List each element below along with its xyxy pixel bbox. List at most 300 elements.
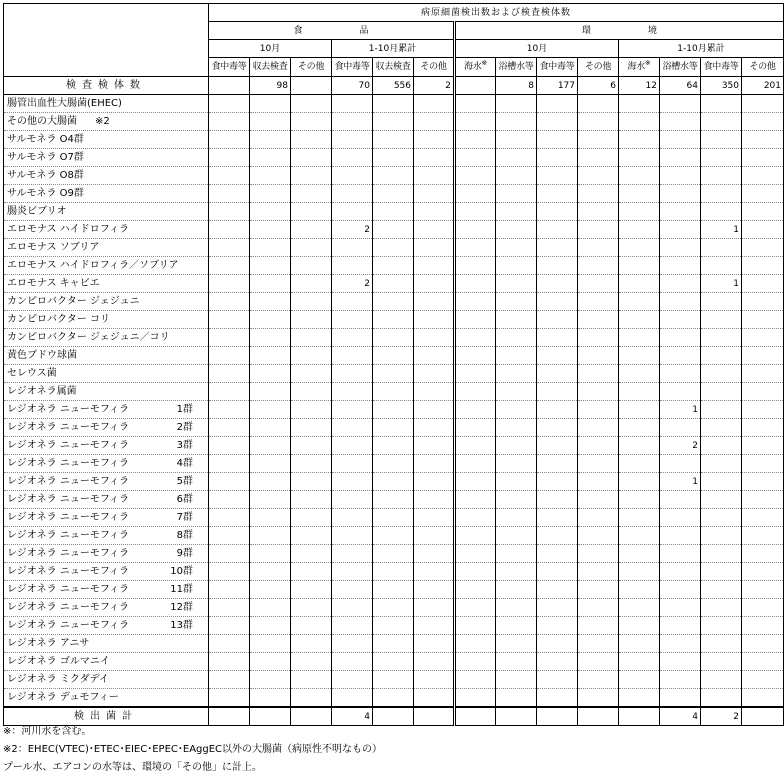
value-cell xyxy=(455,275,496,293)
value-cell xyxy=(291,131,332,149)
bacteria-name: セレウス菌 xyxy=(4,365,209,383)
value-cell xyxy=(414,311,455,329)
value-cell xyxy=(455,527,496,545)
specimen-count-label: 検査検体数 xyxy=(4,77,209,95)
column-header: その他 xyxy=(742,58,784,77)
value-cell xyxy=(701,689,742,708)
value-cell xyxy=(332,545,373,563)
value-cell xyxy=(742,653,784,671)
value-cell xyxy=(537,563,578,581)
value-cell xyxy=(332,131,373,149)
value-cell xyxy=(291,671,332,689)
value-cell xyxy=(701,95,742,113)
value-cell xyxy=(496,419,537,437)
value-cell xyxy=(496,113,537,131)
value-cell xyxy=(701,113,742,131)
value-cell xyxy=(701,365,742,383)
bacteria-name: エロモナス ハイドロフィラ xyxy=(4,221,209,239)
value-cell xyxy=(537,257,578,275)
value-cell xyxy=(537,509,578,527)
value-cell xyxy=(291,455,332,473)
value-cell xyxy=(455,671,496,689)
detection-table-sheet xyxy=(3,3,784,726)
value-cell xyxy=(537,545,578,563)
table-row xyxy=(4,365,784,383)
table-row xyxy=(4,203,784,221)
value-cell xyxy=(496,329,537,347)
value-cell xyxy=(742,95,784,113)
value-cell xyxy=(332,257,373,275)
value-cell xyxy=(209,689,250,708)
bacteria-name: 4群 レジオネラ ニューモフィラ xyxy=(4,455,209,473)
value-cell xyxy=(455,509,496,527)
value-cell xyxy=(660,545,701,563)
value-cell xyxy=(660,311,701,329)
value-cell: 1 xyxy=(701,221,742,239)
value-cell xyxy=(209,599,250,617)
table-row xyxy=(4,509,784,527)
value-cell xyxy=(578,707,619,726)
footnote-ref: ※2 xyxy=(95,115,110,127)
value-cell xyxy=(209,185,250,203)
value-cell xyxy=(742,293,784,311)
food-month-header: 10月 xyxy=(209,40,332,58)
value-cell xyxy=(742,419,784,437)
value-cell xyxy=(373,599,414,617)
value-cell xyxy=(209,149,250,167)
value-cell xyxy=(537,491,578,509)
bacteria-detection-table xyxy=(3,3,784,726)
value-cell xyxy=(578,419,619,437)
value-cell xyxy=(373,635,414,653)
value-cell xyxy=(291,239,332,257)
value-cell xyxy=(537,275,578,293)
value-cell xyxy=(414,599,455,617)
value-cell xyxy=(414,581,455,599)
value-cell xyxy=(291,599,332,617)
value-cell xyxy=(414,491,455,509)
value-cell xyxy=(373,293,414,311)
value-cell xyxy=(701,491,742,509)
table-row xyxy=(4,347,784,365)
value-cell xyxy=(742,185,784,203)
value-cell xyxy=(332,509,373,527)
value-cell xyxy=(742,671,784,689)
value-cell xyxy=(373,185,414,203)
value-cell xyxy=(455,311,496,329)
bacteria-name: レジオネラ属菌 xyxy=(4,383,209,401)
value-cell xyxy=(332,149,373,167)
value-cell xyxy=(660,635,701,653)
value-cell xyxy=(537,203,578,221)
value-cell xyxy=(455,383,496,401)
table-row xyxy=(4,95,784,113)
value-cell xyxy=(578,671,619,689)
value-cell xyxy=(537,599,578,617)
value-cell xyxy=(701,203,742,221)
value-cell xyxy=(291,563,332,581)
table-row xyxy=(4,653,784,671)
value-cell xyxy=(496,635,537,653)
value-cell xyxy=(537,149,578,167)
value-cell xyxy=(332,185,373,203)
value-cell: 70 xyxy=(332,77,373,95)
value-cell xyxy=(537,473,578,491)
bacteria-name: 6群 レジオネラ ニューモフィラ xyxy=(4,491,209,509)
value-cell xyxy=(701,167,742,185)
value-cell xyxy=(619,599,660,617)
value-cell: 556 xyxy=(373,77,414,95)
value-cell xyxy=(496,599,537,617)
value-cell xyxy=(578,383,619,401)
value-cell xyxy=(578,293,619,311)
value-cell xyxy=(414,419,455,437)
value-cell xyxy=(455,581,496,599)
value-cell xyxy=(291,473,332,491)
value-cell xyxy=(209,329,250,347)
value-cell xyxy=(373,113,414,131)
column-header: 食中毒等 xyxy=(209,58,250,77)
value-cell xyxy=(578,599,619,617)
value-cell xyxy=(414,275,455,293)
value-cell xyxy=(660,653,701,671)
serogroup: 7群 xyxy=(176,511,193,523)
value-cell xyxy=(619,437,660,455)
table-row xyxy=(4,185,784,203)
value-cell xyxy=(373,347,414,365)
value-cell xyxy=(291,221,332,239)
value-cell xyxy=(537,329,578,347)
value-cell xyxy=(414,509,455,527)
value-cell xyxy=(742,509,784,527)
value-cell xyxy=(332,689,373,708)
value-cell xyxy=(291,185,332,203)
value-cell xyxy=(455,221,496,239)
value-cell xyxy=(455,419,496,437)
value-cell xyxy=(455,401,496,419)
table-row xyxy=(4,329,784,347)
value-cell xyxy=(619,545,660,563)
value-cell xyxy=(250,185,291,203)
value-cell xyxy=(373,473,414,491)
value-cell xyxy=(373,509,414,527)
value-cell xyxy=(578,527,619,545)
value-cell xyxy=(373,275,414,293)
value-cell xyxy=(414,113,455,131)
bacteria-name: 3群 レジオネラ ニューモフィラ xyxy=(4,437,209,455)
value-cell xyxy=(414,653,455,671)
value-cell xyxy=(291,293,332,311)
column-header: その他 xyxy=(291,58,332,77)
table-row xyxy=(4,671,784,689)
bacteria-name: レジオネラ ミクダデイ xyxy=(4,671,209,689)
value-cell xyxy=(496,131,537,149)
value-cell xyxy=(619,563,660,581)
value-cell xyxy=(578,131,619,149)
specimen-count-row xyxy=(4,77,784,95)
value-cell xyxy=(578,455,619,473)
value-cell xyxy=(496,311,537,329)
value-cell xyxy=(332,239,373,257)
value-cell xyxy=(742,473,784,491)
total-row xyxy=(4,707,784,726)
value-cell xyxy=(537,383,578,401)
value-cell xyxy=(250,599,291,617)
table-row xyxy=(4,221,784,239)
serogroup: 4群 xyxy=(176,457,193,469)
value-cell xyxy=(496,581,537,599)
value-cell xyxy=(660,257,701,275)
value-cell xyxy=(373,401,414,419)
value-cell xyxy=(537,635,578,653)
value-cell xyxy=(332,599,373,617)
value-cell xyxy=(250,509,291,527)
value-cell xyxy=(578,113,619,131)
table-row xyxy=(4,113,784,131)
value-cell xyxy=(414,455,455,473)
value-cell xyxy=(250,545,291,563)
value-cell xyxy=(373,383,414,401)
value-cell xyxy=(578,329,619,347)
table-row xyxy=(4,311,784,329)
value-cell xyxy=(578,347,619,365)
value-cell xyxy=(373,563,414,581)
value-cell: 2 xyxy=(701,707,742,726)
bacteria-name: カンピロバクター ジェジュニ xyxy=(4,293,209,311)
bacteria-name: 黄色ブドウ球菌 xyxy=(4,347,209,365)
value-cell xyxy=(250,329,291,347)
value-cell xyxy=(578,239,619,257)
value-cell xyxy=(373,419,414,437)
value-cell xyxy=(250,95,291,113)
value-cell xyxy=(660,293,701,311)
value-cell xyxy=(578,635,619,653)
value-cell xyxy=(742,239,784,257)
value-cell xyxy=(455,365,496,383)
value-cell xyxy=(209,311,250,329)
value-cell xyxy=(701,311,742,329)
value-cell xyxy=(455,563,496,581)
value-cell xyxy=(455,707,496,726)
value-cell xyxy=(455,95,496,113)
value-cell: 4 xyxy=(332,707,373,726)
value-cell xyxy=(291,689,332,708)
value-cell xyxy=(332,383,373,401)
value-cell xyxy=(250,131,291,149)
value-cell xyxy=(742,167,784,185)
value-cell xyxy=(660,365,701,383)
value-cell xyxy=(496,365,537,383)
table-row xyxy=(4,491,784,509)
value-cell xyxy=(414,437,455,455)
column-header: 食中毒等 xyxy=(701,58,742,77)
value-cell xyxy=(414,365,455,383)
value-cell xyxy=(578,509,619,527)
value-cell xyxy=(250,239,291,257)
value-cell xyxy=(373,527,414,545)
value-cell xyxy=(291,167,332,185)
value-cell xyxy=(209,707,250,726)
value-cell xyxy=(537,581,578,599)
column-header: その他 xyxy=(414,58,455,77)
value-cell xyxy=(496,221,537,239)
value-cell xyxy=(291,203,332,221)
value-cell xyxy=(455,473,496,491)
value-cell xyxy=(619,689,660,708)
value-cell xyxy=(332,113,373,131)
value-cell xyxy=(496,347,537,365)
value-cell xyxy=(496,275,537,293)
value-cell xyxy=(578,689,619,708)
value-cell xyxy=(209,635,250,653)
column-header: 浴槽水等 xyxy=(496,58,537,77)
column-header: 浴槽水等 xyxy=(660,58,701,77)
value-cell xyxy=(619,113,660,131)
value-cell xyxy=(660,509,701,527)
value-cell xyxy=(455,203,496,221)
table-row xyxy=(4,455,784,473)
value-cell xyxy=(701,383,742,401)
bacteria-name: レジオネラ アニサ xyxy=(4,635,209,653)
bacteria-name: カンピロバクター コリ xyxy=(4,311,209,329)
bacteria-name: 7群 レジオネラ ニューモフィラ xyxy=(4,509,209,527)
serogroup: 9群 xyxy=(176,547,193,559)
value-cell xyxy=(209,491,250,509)
column-header: 食中毒等 xyxy=(537,58,578,77)
value-cell xyxy=(291,527,332,545)
value-cell xyxy=(332,491,373,509)
value-cell xyxy=(291,329,332,347)
value-cell xyxy=(660,527,701,545)
value-cell xyxy=(578,563,619,581)
value-cell xyxy=(209,455,250,473)
value-cell xyxy=(209,509,250,527)
value-cell xyxy=(578,545,619,563)
value-cell xyxy=(291,113,332,131)
value-cell: 6 xyxy=(578,77,619,95)
bacteria-name: レジオネラ ゴルマニイ xyxy=(4,653,209,671)
serogroup: 11群 xyxy=(170,583,193,595)
value-cell xyxy=(250,383,291,401)
value-cell xyxy=(332,635,373,653)
value-cell xyxy=(742,257,784,275)
value-cell xyxy=(209,473,250,491)
value-cell xyxy=(455,455,496,473)
value-cell xyxy=(414,185,455,203)
bacteria-name: 13群 レジオネラ ニューモフィラ xyxy=(4,617,209,635)
value-cell xyxy=(619,365,660,383)
value-cell xyxy=(455,545,496,563)
value-cell xyxy=(291,149,332,167)
value-cell xyxy=(537,653,578,671)
value-cell xyxy=(332,455,373,473)
value-cell xyxy=(619,455,660,473)
value-cell xyxy=(537,167,578,185)
value-cell xyxy=(250,563,291,581)
serogroup: 3群 xyxy=(176,439,193,451)
value-cell xyxy=(496,203,537,221)
corner-cell xyxy=(4,4,209,77)
value-cell xyxy=(619,185,660,203)
value-cell: 8 xyxy=(496,77,537,95)
value-cell xyxy=(332,419,373,437)
value-cell xyxy=(250,689,291,708)
value-cell xyxy=(332,293,373,311)
value-cell xyxy=(250,203,291,221)
value-cell xyxy=(660,239,701,257)
value-cell xyxy=(250,347,291,365)
value-cell xyxy=(578,617,619,635)
value-cell xyxy=(414,563,455,581)
value-cell xyxy=(291,617,332,635)
value-cell xyxy=(742,635,784,653)
value-cell xyxy=(414,149,455,167)
value-cell xyxy=(209,419,250,437)
value-cell xyxy=(537,707,578,726)
bacteria-name: 11群 レジオネラ ニューモフィラ xyxy=(4,581,209,599)
food-cumulative-header: 1-10月累計 xyxy=(332,40,455,58)
value-cell xyxy=(291,275,332,293)
table-row xyxy=(4,563,784,581)
value-cell xyxy=(496,617,537,635)
value-cell xyxy=(619,617,660,635)
table-row xyxy=(4,635,784,653)
value-cell xyxy=(578,653,619,671)
value-cell xyxy=(742,599,784,617)
value-cell xyxy=(291,365,332,383)
value-cell xyxy=(619,653,660,671)
value-cell xyxy=(291,653,332,671)
value-cell xyxy=(414,545,455,563)
table-row xyxy=(4,257,784,275)
value-cell xyxy=(537,185,578,203)
value-cell xyxy=(291,491,332,509)
bacteria-name: エロモナス ハイドロフィラ／ソブリア xyxy=(4,257,209,275)
value-cell xyxy=(496,491,537,509)
value-cell xyxy=(414,347,455,365)
bacteria-name: 5群 レジオネラ ニューモフィラ xyxy=(4,473,209,491)
value-cell xyxy=(373,545,414,563)
value-cell xyxy=(332,329,373,347)
value-cell xyxy=(209,167,250,185)
value-cell xyxy=(250,635,291,653)
value-cell xyxy=(701,329,742,347)
value-cell: 2 xyxy=(660,437,701,455)
value-cell xyxy=(209,203,250,221)
value-cell xyxy=(455,167,496,185)
value-cell xyxy=(619,293,660,311)
serogroup: 10群 xyxy=(170,565,193,577)
value-cell xyxy=(660,671,701,689)
value-cell xyxy=(496,545,537,563)
value-cell xyxy=(701,455,742,473)
value-cell xyxy=(455,635,496,653)
footnote: ※2：EHEC(VTEC)･ETEC･EIEC･EPEC･EAggEC以外の大腸菌（病原性不明なもの） xyxy=(3,744,383,755)
value-cell xyxy=(455,437,496,455)
value-cell xyxy=(209,131,250,149)
value-cell xyxy=(209,527,250,545)
value-cell xyxy=(455,329,496,347)
value-cell xyxy=(701,293,742,311)
value-cell xyxy=(496,509,537,527)
bacteria-name: 腸管出血性大腸菌(EHEC) xyxy=(4,95,209,113)
value-cell xyxy=(537,95,578,113)
value-cell xyxy=(414,95,455,113)
value-cell xyxy=(332,203,373,221)
value-cell xyxy=(250,581,291,599)
value-cell xyxy=(373,617,414,635)
value-cell xyxy=(701,239,742,257)
